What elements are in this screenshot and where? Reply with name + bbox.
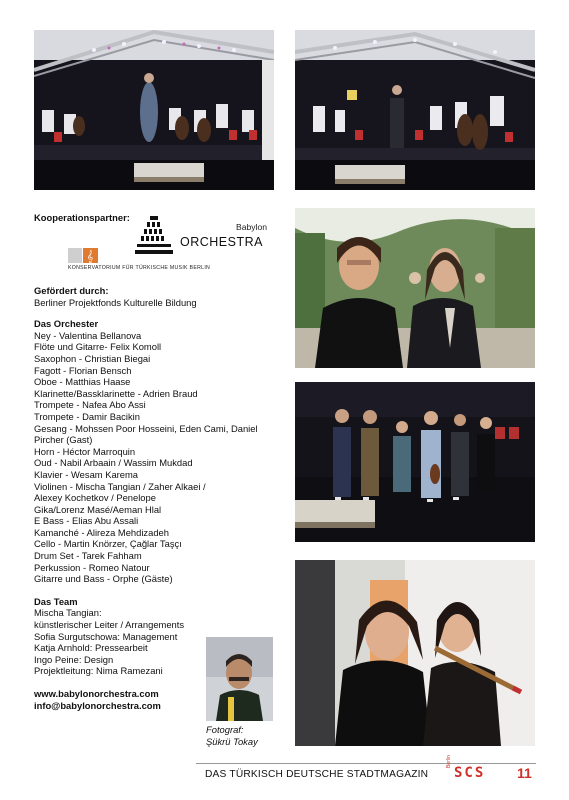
orchestra-member-line: Saxophon - Christian Biegai xyxy=(34,352,151,364)
funding-text: Berliner Projektfonds Kulturelle Bildung xyxy=(34,296,197,308)
orchestra-member-line: Oud - Nabil Arbaain / Wassim Mukdad xyxy=(34,457,193,469)
orchestra-logo-text: ORCHESTRA xyxy=(180,235,263,249)
caption-label: Fotograf: xyxy=(206,724,244,735)
concert-stage-photo-left xyxy=(34,30,274,190)
konservatorium-logo-icon xyxy=(68,248,98,263)
konservatorium-logo-text: KONSERVATORIUM FÜR TÜRKISCHE MUSIK BERLIN xyxy=(68,265,211,271)
women-with-ney-photo xyxy=(295,560,535,746)
svg-text:𝄞: 𝄞 xyxy=(86,250,94,263)
footer-divider xyxy=(196,763,536,764)
cooperation-label: Kooperationspartner: xyxy=(34,212,130,223)
orchestra-member-line: Trompete - Damir Bacikin xyxy=(34,410,140,422)
team-heading: Das Team xyxy=(34,595,78,607)
orchestra-member-line: Horn - Héctor Marroquin xyxy=(34,445,136,457)
group-on-stage-photo xyxy=(295,382,535,542)
orchestra-member-line: Cello - Martin Knörzer, Çağlar Taşçı xyxy=(34,538,182,550)
team-member-line: Sofia Surgutschowa: Management xyxy=(34,630,178,642)
orchestra-member-line: Kamanché - Alireza Mehdizadeh xyxy=(34,526,169,538)
photo-caption xyxy=(206,724,258,747)
team-member-line: Katja Arnhold: Pressearbeit xyxy=(34,642,148,654)
orchestra-member-line: Drum Set - Tarek Fahham xyxy=(34,550,142,562)
orchestra-member-line: Violinen - Mischa Tangian / Zaher Alkaei / xyxy=(34,480,206,492)
team-member-line: Projektleitung: Nima Ramezani xyxy=(34,665,163,677)
orchestra-member-line: Klavier - Wesam Karema xyxy=(34,468,139,480)
scs-brand-logo xyxy=(446,755,512,781)
orchestra-member-line: E Bass - Elias Abu Assali xyxy=(34,515,139,527)
orchestra-member-line: Alexey Kochetkov / Penelope xyxy=(34,492,156,504)
orchestra-member-line: Oboe - Matthias Haase xyxy=(34,376,131,388)
audience-women-photo xyxy=(295,208,535,368)
caption-name: Şükrü Tokay xyxy=(206,735,258,747)
photographer-portrait xyxy=(206,637,273,721)
brand-small-text: Berlin xyxy=(446,755,452,768)
orchestra-heading: Das Orchester xyxy=(34,318,99,330)
orchestra-member-line: Trompete - Nafea Abo Assi xyxy=(34,399,146,411)
email-link[interactable]: info@babylonorchestra.com xyxy=(34,699,161,711)
team-member-line: künstlerischer Leiter / Arrangements xyxy=(34,619,185,631)
orchestra-member-list xyxy=(34,330,284,585)
orchestra-member-line: Gitarre und Bass - Orphe (Gäste) xyxy=(34,573,173,585)
page-number: 11 xyxy=(517,765,532,781)
orchestra-member-line: Pircher (Gast) xyxy=(34,434,93,446)
concert-stage-photo-right xyxy=(295,30,535,190)
team-member-line: Mischa Tangian: xyxy=(34,607,102,619)
orchestra-member-line: Gika/Lorenz Masé/Aeman Hlal xyxy=(34,503,162,515)
website-link[interactable]: www.babylonorchestra.com xyxy=(34,688,159,699)
magazine-title: DAS TÜRKISCH DEUTSCHE STADTMAGAZIN xyxy=(205,769,429,780)
babylon-tower-logo-icon xyxy=(134,214,174,256)
cooperation-partners xyxy=(34,210,279,280)
orchestra-member-line: Flöte und Gitarre- Felix Komoll xyxy=(34,341,162,353)
orchestra-member-line: Gesang - Mohssen Poor Hosseini, Eden Cami, Daniel xyxy=(34,422,258,434)
babylon-logo-text: Babylon xyxy=(236,222,268,232)
brand-text: SCS xyxy=(454,765,486,781)
orchestra-member-line: Perkussion - Romeo Natour xyxy=(34,561,150,573)
funding-heading: Gefördert durch: xyxy=(34,285,109,296)
orchestra-member-line: Fagott - Florian Bensch xyxy=(34,364,132,376)
team-member-line: Ingo Peine: Design xyxy=(34,653,114,665)
orchestra-member-line: Ney - Valentina Bellanova xyxy=(34,329,142,341)
orchestra-member-line: Klarinette/Bassklarinette - Adrien Braud xyxy=(34,387,198,399)
